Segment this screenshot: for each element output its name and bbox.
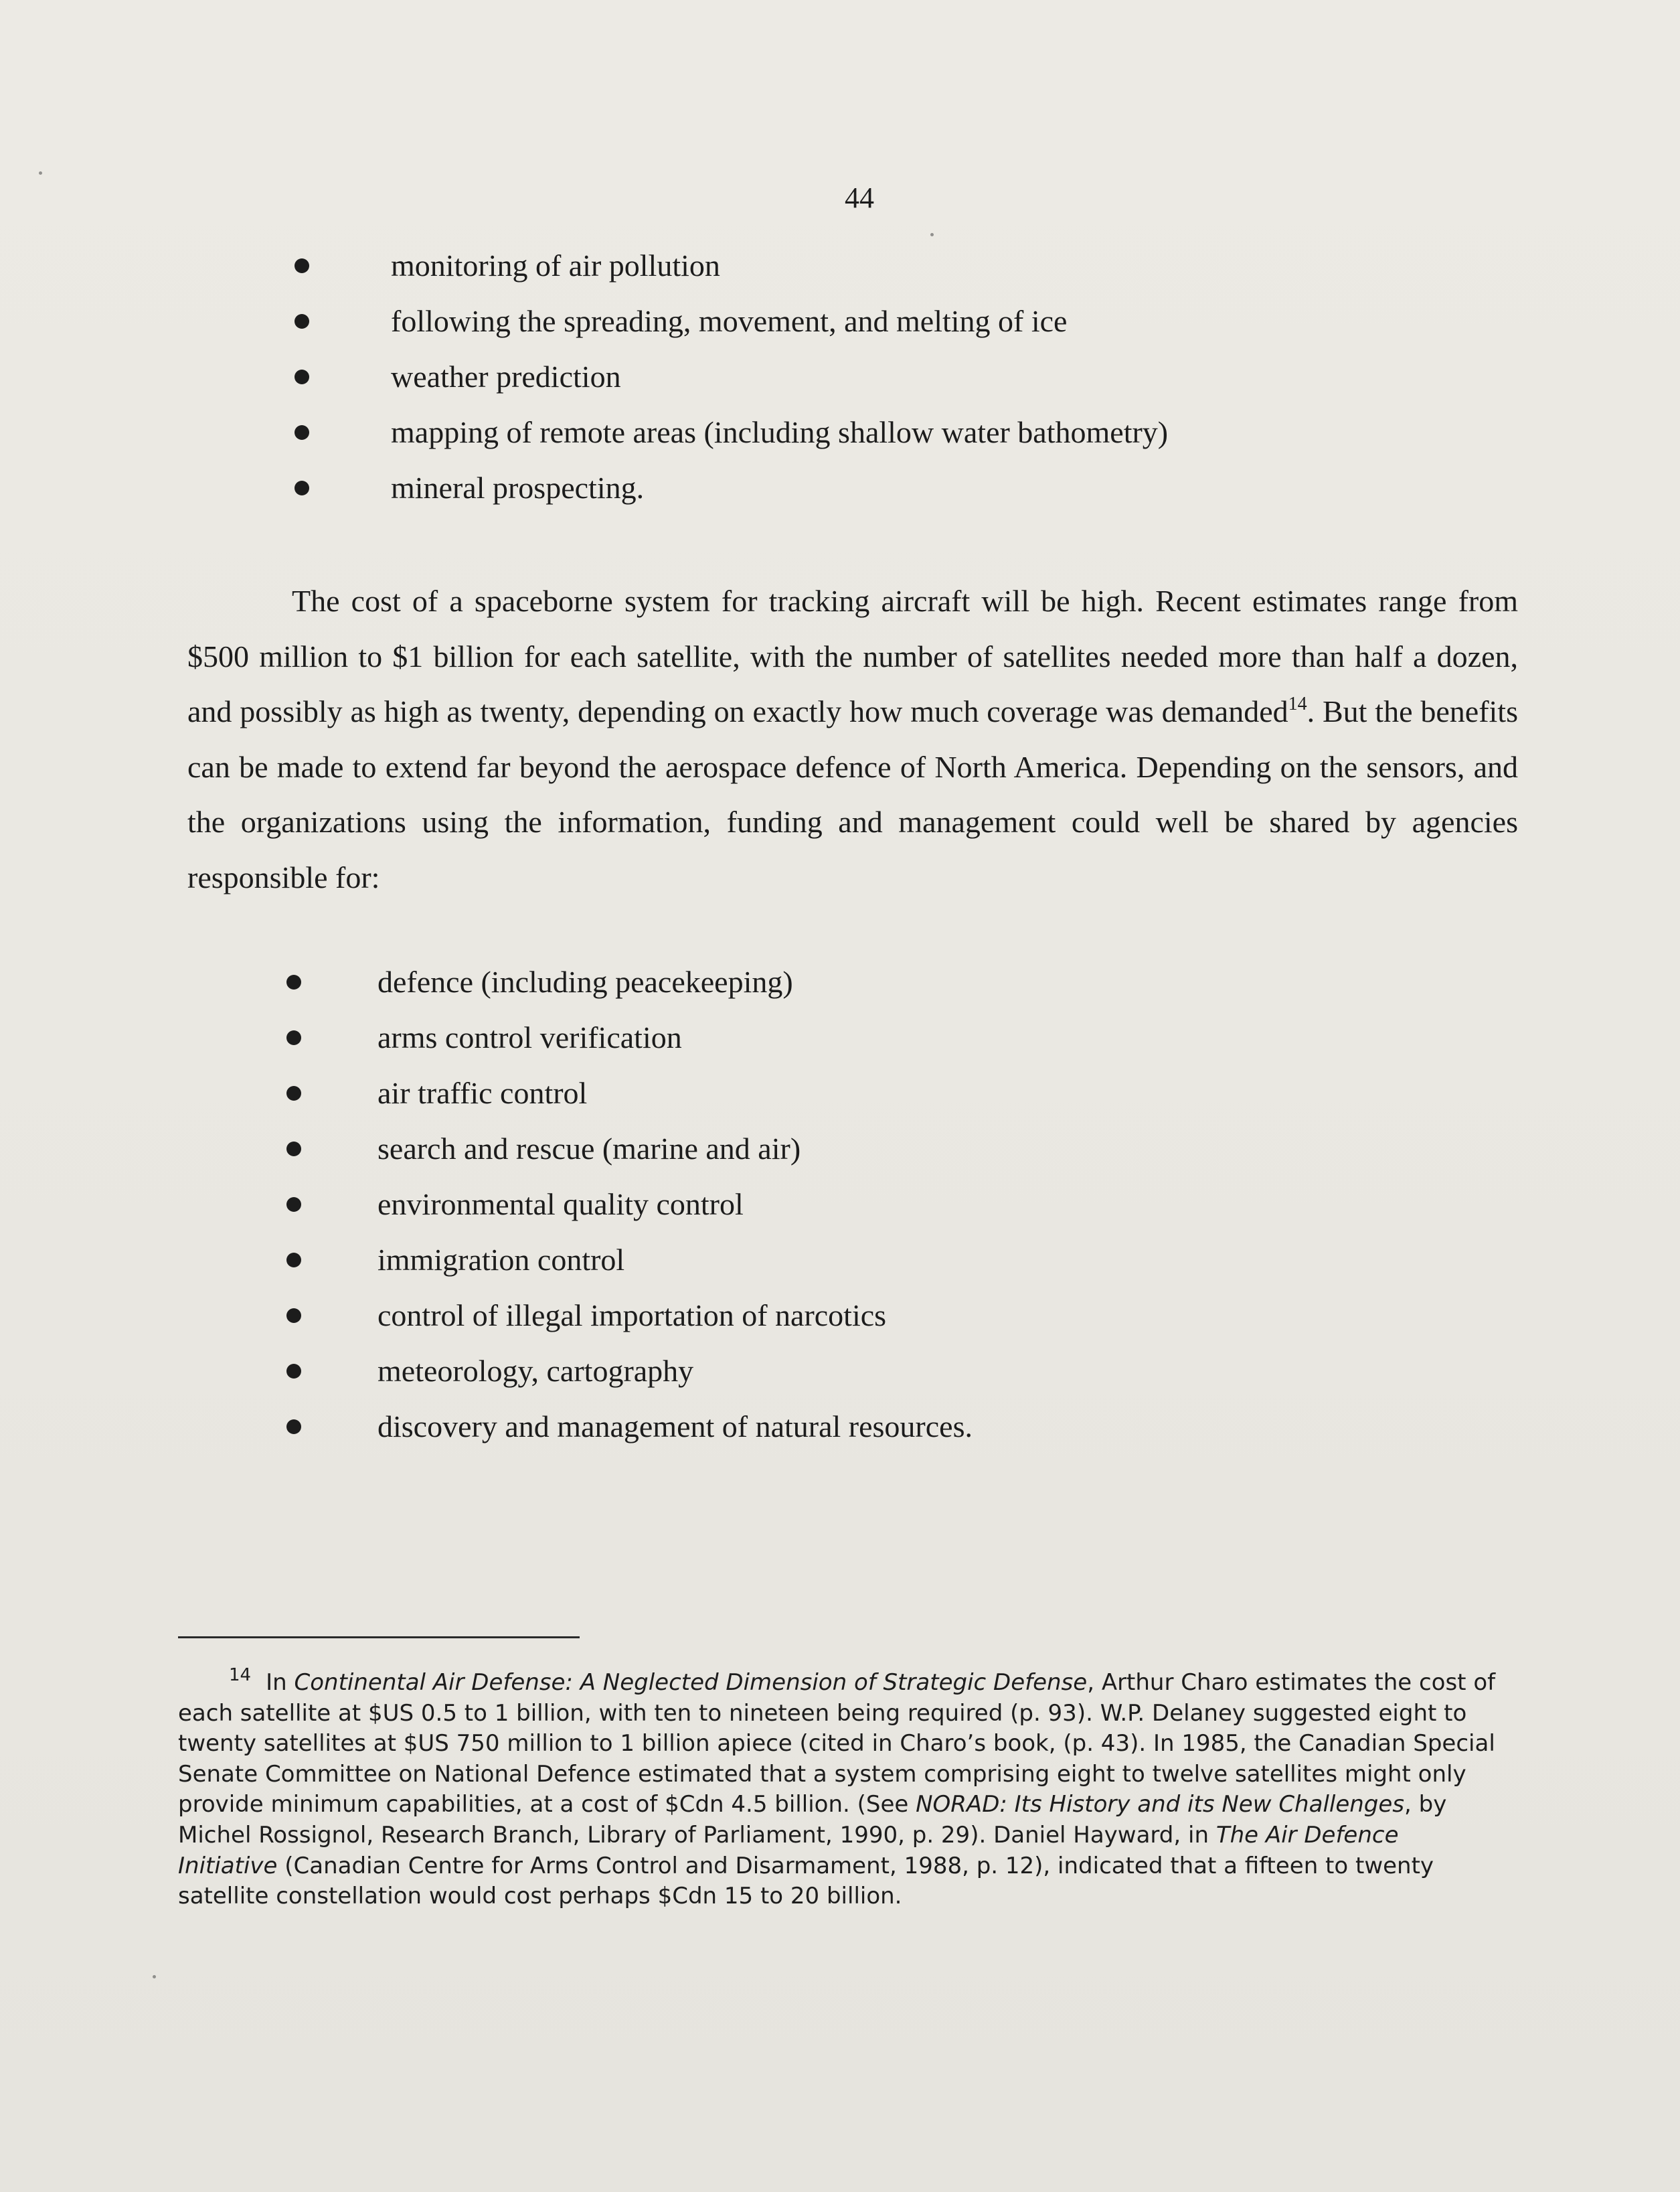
bullet-icon	[286, 1142, 301, 1156]
footnote-text: (Canadian Centre for Arms Control and Disarmament, 1988, p. 12), indicated that a fifteen to twenty satellite constellation would cost perhaps $Cdn 15 to 20 billion.	[178, 1852, 1434, 1910]
paragraph-text: The cost of a spaceborne system for tracking aircraft will be high. Recent estimates range from $500 million to $1 billion for each satellite, with the number of satellites needed more than half a dozen, and possibly as high as twenty, depending on exactly how much coverage was demanded	[187, 584, 1518, 728]
bullet-icon	[295, 258, 309, 273]
list-item-text: defence (including peacekeeping)	[377, 965, 793, 999]
footnote-text: In	[266, 1669, 295, 1696]
list-item	[286, 1399, 973, 1454]
cost-paragraph	[187, 574, 1518, 905]
list-item	[286, 1343, 973, 1399]
list-item-text: monitoring of air pollution	[391, 248, 720, 283]
paper-speck	[153, 1975, 156, 1978]
list-item-text: immigration control	[377, 1243, 625, 1277]
bullet-icon	[286, 1253, 301, 1267]
list-item-text: following the spreading, movement, and melting of ice	[391, 304, 1068, 338]
list-item	[295, 293, 1168, 349]
list-item	[295, 404, 1168, 460]
footnote-text: , by Michel Rossignol, Research Branch, Library of Parliament, 1990, p. 29). Daniel Hayward, in	[178, 1791, 1447, 1849]
footnote-citation-title: NORAD: Its History and its New Challenges	[916, 1791, 1405, 1818]
list-item-text: control of illegal importation of narcotics	[377, 1298, 887, 1332]
footnote-citation-title: The Air Defence Initiative	[178, 1821, 1399, 1879]
list-item	[295, 238, 1168, 293]
paper-speck	[39, 171, 42, 175]
footnote-reference[interactable]: 14	[1288, 694, 1307, 714]
paper-speck	[930, 233, 934, 236]
paragraph-text-continued: . But the benefits can be made to extend far beyond the aerospace defence of North America. Depending on the sensors, and the organizations using the information, funding and management could well be shared by agencies responsible for:	[187, 694, 1518, 894]
list-item	[286, 1121, 973, 1176]
list-item	[286, 954, 973, 1010]
list-item-text: arms control verification	[377, 1020, 682, 1054]
page-number: 44	[845, 181, 874, 214]
list-item-text: mapping of remote areas (including shallow water bathometry)	[391, 415, 1169, 449]
bullet-icon	[295, 481, 309, 495]
bullet-icon	[286, 1364, 301, 1379]
list-item	[286, 1176, 973, 1232]
list-item-text: mineral prospecting.	[391, 471, 645, 505]
list-item-text: discovery and management of natural resources.	[377, 1409, 973, 1443]
footnote-citation-title: Continental Air Defense: A Neglected Dimension of Strategic Defense	[294, 1669, 1088, 1696]
bullet-icon	[295, 314, 309, 329]
footnote	[178, 1660, 1503, 1912]
bullet-icon	[286, 1308, 301, 1323]
list-item	[295, 349, 1168, 404]
list-item-text: meteorology, cartography	[377, 1354, 694, 1388]
list-item-text: search and rescue (marine and air)	[377, 1131, 801, 1166]
list-item-text: air traffic control	[377, 1076, 588, 1110]
bullet-icon	[286, 1197, 301, 1212]
bullet-icon	[286, 975, 301, 990]
list-item	[286, 1065, 973, 1121]
list-item	[286, 1010, 973, 1065]
footnote-number: 14	[229, 1665, 252, 1685]
list-item	[286, 1287, 973, 1343]
list-item-text: environmental quality control	[377, 1187, 744, 1221]
bullet-icon	[295, 370, 309, 384]
list-item-text: weather prediction	[391, 360, 621, 394]
footnote-divider	[178, 1636, 580, 1638]
bullet-icon	[286, 1086, 301, 1101]
bullet-icon	[286, 1419, 301, 1434]
footnote-text: , Arthur Charo estimates the cost of each satellite at $US 0.5 to 1 billion, with ten to nineteen being required (p. 93). W.P. Delaney suggested eight to twenty satellites at $US 750 million to 1 billion apiece (cited in Charo’s book, (p. 43). In 1985, the Canadian Special Senate Committee on National Defence estimated that a system comprising eight to twelve satellites might only provide minimum capabilities, at a cost of $Cdn 4.5 billion. (See	[178, 1669, 1496, 1818]
agency-list	[286, 954, 973, 1454]
bullet-icon	[286, 1030, 301, 1045]
list-item	[286, 1232, 973, 1287]
list-item	[295, 460, 1168, 516]
bullet-icon	[295, 425, 309, 440]
application-list	[295, 238, 1168, 516]
